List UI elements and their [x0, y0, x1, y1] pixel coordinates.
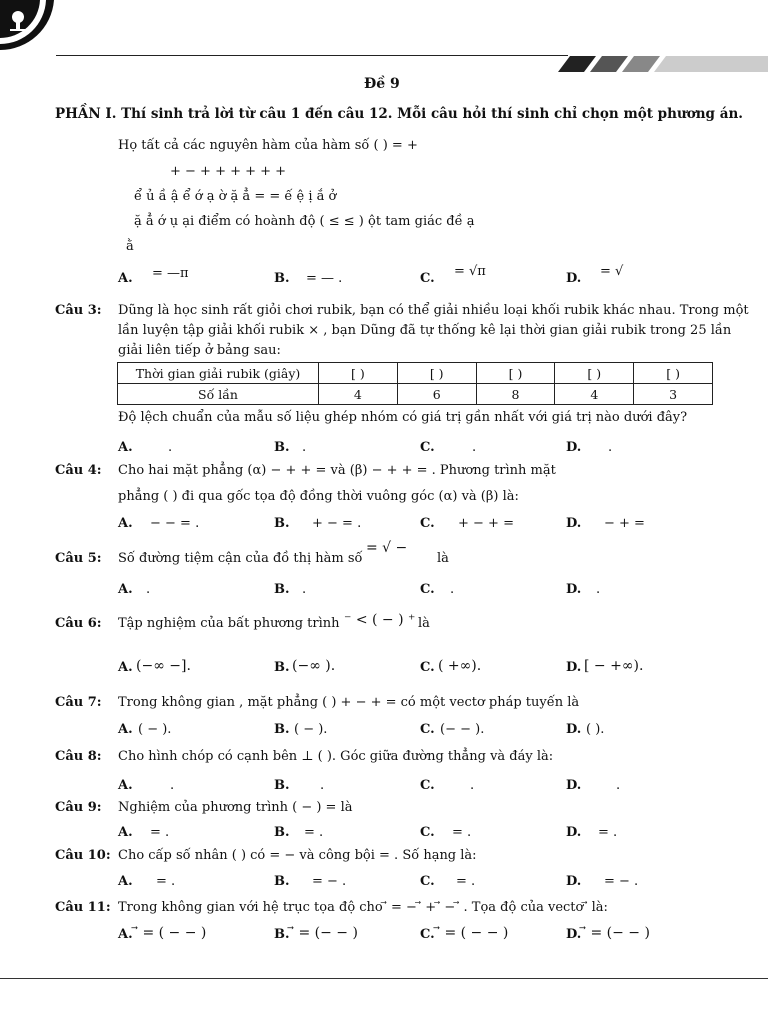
- q6-option-c: ( +∞).: [438, 658, 482, 674]
- q9-option-d: = .: [598, 825, 618, 840]
- q6-option-b: (−∞ ).: [292, 658, 336, 674]
- table-count: 4: [555, 384, 634, 405]
- q8-option-a: .: [170, 778, 175, 793]
- table-header-count: Số lần: [118, 384, 319, 405]
- q3-line2: lần luyện tập giải khối rubik × , bạn Dũng đã tự thống kê lại thời gian giải rubik trong 25 lần: [118, 323, 732, 338]
- q8-option-d-label: D.: [566, 778, 582, 793]
- q6-formula: ⁻ < ( − ) ⁺: [344, 612, 416, 628]
- q9-option-d-label: D.: [566, 825, 582, 840]
- q2-option-d-label: D.: [566, 271, 582, 286]
- header-rule: [56, 55, 568, 56]
- q8-option-a-label: A.: [118, 778, 133, 793]
- section-heading: PHẦN I. Thí sinh trả lời từ câu 1 đến câu 12. Mỗi câu hỏi thí sinh chỉ chọn một phương án.: [55, 106, 743, 122]
- q4-label: Câu 4:: [55, 463, 102, 478]
- q4-line2: phẳng ( ) đi qua gốc tọa độ đồng thời vuông góc (α) và (β) là:: [118, 489, 519, 504]
- q10-option-b-label: B.: [274, 874, 290, 889]
- q9-label: Câu 9:: [55, 800, 102, 815]
- q4-option-d: − + =: [604, 516, 645, 531]
- q7-option-a: ( − ).: [138, 722, 172, 737]
- q5-formula: = √ −: [366, 540, 408, 556]
- q10-option-a: = .: [156, 874, 176, 889]
- q8-text: Cho hình chóp có cạnh bên ⊥ ( ). Góc giữa đường thẳng và đáy là:: [118, 749, 554, 764]
- q8-option-c: .: [470, 778, 475, 793]
- q8-label: Câu 8:: [55, 749, 102, 764]
- q9-text: Nghiệm của phương trình ( − ) = là: [118, 800, 353, 815]
- q4-option-c-label: C.: [420, 516, 435, 531]
- table-count: 8: [476, 384, 555, 405]
- q3-question: Độ lệch chuẩn của mẫu số liệu ghép nhóm có giá trị gần nhất với giá trị nào dưới đây?: [118, 410, 688, 425]
- page-title: Đề 9: [364, 76, 400, 92]
- q3-option-b-label: B.: [274, 440, 290, 455]
- q9-option-b-label: B.: [274, 825, 290, 840]
- header-stripes: [548, 56, 768, 72]
- q11-text: Trong không gian với hệ trục tọa độ cho ⃗ = − ⃗ + ⃗ − ⃗ . Tọa độ của vectơ ⃗ là:: [118, 900, 608, 915]
- q11-option-b: ⃗ = (− − ): [294, 925, 358, 941]
- q10-option-c: = .: [456, 874, 476, 889]
- q2-option-b-label: B.: [274, 271, 290, 286]
- q3-label: Câu 3:: [55, 303, 102, 318]
- q4-option-a: − − = .: [150, 516, 200, 531]
- q4-option-b-label: B.: [274, 516, 290, 531]
- q7-option-a-label: A.: [118, 722, 133, 737]
- q4-option-c: + − + =: [458, 516, 514, 531]
- q3-option-d-label: D.: [566, 440, 582, 455]
- q7-option-c: (− − ).: [440, 722, 485, 737]
- q8-option-c-label: C.: [420, 778, 435, 793]
- q2-option-a: = —π: [152, 266, 189, 281]
- q6-option-a: (−∞ −].: [136, 658, 191, 674]
- q11-option-c: ⃗ = ( − − ): [440, 925, 509, 941]
- q9-option-a-label: A.: [118, 825, 133, 840]
- q3-option-b: .: [302, 440, 307, 455]
- q7-option-d-label: D.: [566, 722, 582, 737]
- q3-line1: Dũng là học sinh rất giỏi chơi rubik, bạn có thể giải nhiều loại khối rubik khác nhau. Trong một: [118, 303, 749, 318]
- q5-option-b: .: [302, 582, 307, 597]
- q5-tail: là: [437, 551, 449, 566]
- q6-option-b-label: B.: [274, 660, 290, 675]
- q5-option-c-label: C.: [420, 582, 435, 597]
- q5-option-d: .: [596, 582, 601, 597]
- q2-option-c-label: C.: [420, 271, 435, 286]
- q3-line3: giải liên tiếp ở bảng sau:: [118, 343, 281, 358]
- q8-option-b: .: [320, 778, 325, 793]
- table-header-time: Thời gian giải rubik (giây): [118, 363, 319, 384]
- q9-option-c-label: C.: [420, 825, 435, 840]
- q5-option-a-label: A.: [118, 582, 133, 597]
- table-count: 3: [634, 384, 713, 405]
- q6-option-d: [ − +∞).: [584, 658, 644, 674]
- q5-option-a: .: [146, 582, 151, 597]
- q9-option-c: = .: [452, 825, 472, 840]
- table-interval: [ ): [555, 363, 634, 384]
- q5-label: Câu 5:: [55, 551, 102, 566]
- q11-option-c-label: C.: [420, 927, 435, 942]
- q9-option-a: = .: [150, 825, 170, 840]
- q5-option-b-label: B.: [274, 582, 290, 597]
- q1-line2: + − + + + + + +: [170, 164, 287, 179]
- q10-label: Câu 10:: [55, 848, 111, 863]
- q2-option-c: = √π: [454, 264, 486, 279]
- q9-option-b: = .: [304, 825, 324, 840]
- q11-option-d-label: D.: [566, 927, 582, 942]
- q2-line2: ặ ẳ ớ ụ ại điểm có hoành độ ( ≤ ≤ ) ột tam giác đề ạ: [134, 214, 475, 229]
- q11-option-b-label: B.: [274, 927, 290, 942]
- q2-option-d: = √: [600, 264, 624, 279]
- q11-option-d: ⃗ = (− − ): [586, 925, 650, 941]
- q6-option-a-label: A.: [118, 660, 133, 675]
- q7-label: Câu 7:: [55, 695, 102, 710]
- q6-option-d-label: D.: [566, 660, 582, 675]
- q3-option-d: .: [608, 440, 613, 455]
- q3-option-c: .: [472, 440, 477, 455]
- q10-option-c-label: C.: [420, 874, 435, 889]
- q4-line1: Cho hai mặt phẳng (α) − + + = và (β) − + + = . Phương trình mặt: [118, 463, 556, 478]
- q5-option-c: .: [450, 582, 455, 597]
- q2-line1: ể ủ ầ ậ ể ớ ạ ờ ặ ẳ = = ế ệ ị ắ ở: [134, 189, 337, 204]
- q10-option-d-label: D.: [566, 874, 582, 889]
- table-row: [118, 384, 713, 405]
- q2-option-b: = — .: [306, 271, 343, 286]
- q5-option-d-label: D.: [566, 582, 582, 597]
- q11-option-a: ⃗ = ( − − ): [138, 925, 207, 941]
- table-interval: [ ): [634, 363, 713, 384]
- table-interval: [ ): [319, 363, 398, 384]
- q4-option-d-label: D.: [566, 516, 582, 531]
- q11-label: Câu 11:: [55, 900, 111, 915]
- q3-option-c-label: C.: [420, 440, 435, 455]
- q8-option-d: .: [616, 778, 621, 793]
- q10-option-a-label: A.: [118, 874, 133, 889]
- q7-option-c-label: C.: [420, 722, 435, 737]
- logo-icon: [0, 0, 58, 50]
- q7-option-b-label: B.: [274, 722, 290, 737]
- table-row: [118, 363, 713, 384]
- table-count: 4: [319, 384, 398, 405]
- q10-option-b: = − .: [312, 874, 347, 889]
- table-interval: [ ): [476, 363, 555, 384]
- q2-option-a-label: A.: [118, 271, 133, 286]
- footer-rule: [0, 978, 768, 979]
- q6-label: Câu 6:: [55, 616, 102, 631]
- q7-option-b: ( − ).: [294, 722, 328, 737]
- q5-text: Số đường tiệm cận của đồ thị hàm số: [118, 551, 363, 566]
- q3-option-a-label: A.: [118, 440, 133, 455]
- q6-tail: là: [418, 616, 430, 631]
- q4-option-a-label: A.: [118, 516, 133, 531]
- q6-option-c-label: C.: [420, 660, 435, 675]
- table-interval: [ ): [397, 363, 476, 384]
- q7-text: Trong không gian , mặt phẳng ( ) + − + = có một vectơ pháp tuyến là: [118, 695, 580, 710]
- q10-option-d: = − .: [604, 874, 639, 889]
- q2-line3: ằ: [126, 239, 134, 254]
- q4-option-b: + − = .: [312, 516, 362, 531]
- q7-option-d: ( ).: [586, 722, 605, 737]
- rubik-time-table: [117, 362, 713, 405]
- q3-option-a: .: [168, 440, 173, 455]
- q1-stem: Họ tất cả các nguyên hàm của hàm số ( ) = +: [118, 138, 418, 153]
- q11-option-a-label: A.: [118, 927, 133, 942]
- q10-text: Cho cấp số nhân ( ) có = − và công bội = . Số hạng là:: [118, 848, 477, 863]
- q8-option-b-label: B.: [274, 778, 290, 793]
- table-count: 6: [397, 384, 476, 405]
- q6-text: Tập nghiệm của bất phương trình: [118, 616, 340, 631]
